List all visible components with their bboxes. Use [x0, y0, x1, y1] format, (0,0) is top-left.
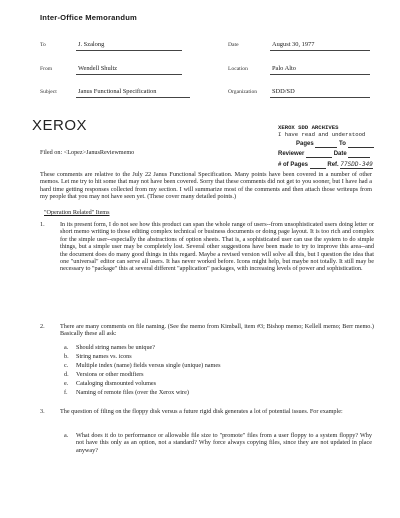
from-value: Wendell Shultz: [78, 65, 118, 72]
sub-item: f. Naming of remote files (over the Xerox wire): [64, 389, 189, 396]
intro-paragraph: These comments are relative to the July 22 Janus Functional Specification. Many points have been covered in a number of other memos. Let me try to hit some that may not have been covered. Sorry that these comments did not get to you sooner, but I have had a hard time getting responses collected from my section. I will summarize most of the comments and then attach those writeups from my people that you may not have seen yet. (These cover many detailed points.): [40, 171, 372, 201]
memo-title: Inter-Office Memorandum: [40, 13, 138, 22]
stamp-pages-label: Pages: [296, 141, 314, 147]
date-label: Date: [228, 42, 239, 48]
stamp-to-label: To: [339, 141, 346, 147]
filed-on-line: Filed on: <Lopez>JanusReviewmemo: [40, 149, 135, 156]
stamp-numpages-field: [310, 168, 326, 169]
organization-label: Organization: [228, 89, 258, 95]
location-label: Location: [228, 66, 248, 72]
stamp-numpages-row: [278, 161, 373, 169]
section-heading: [44, 209, 110, 216]
item-text: The question of filing on the floppy disk versus a future rigid disk generates a lot of potential issues. For example:: [60, 408, 343, 415]
section-title: "Operation Related" Items: [44, 209, 110, 216]
location-value: Palo Alto: [272, 65, 296, 72]
to-value: J. Szalong: [78, 41, 105, 48]
memo-page: Inter-Office Memorandum To J. Szalong Date August 30, 1977 From Wendell Shultz Location Palo Alto Subject Janus Functional Specification Organization SDD/SD XEROX XEROX SDD ARCHIVES I have read and understood Pages To Reviewer Date # of Pages Ref. 77SDD-349 Filed on: <Lopez>JanusReviewmemo These comments are relative to the July 22 Janus Functional Specification. Many points have been covered in a number of other memos. Let me try to hit some that may not have been covered. Sorry that these comments did not get to you sooner, but I have had a hard time getting responses collected from my section. I will summarize most of the comments and then attach those writeups from my people that you may not have seen yet. (These cover many detailed points.) "Operation Related" Items 1. In its present form, I do not see how this product can span the whole range of users--from unsophisticated users doing letter or short memo writing to those editing complex technical or business documents or doing page layout. It is too rich and complex for the simple user--especially the abstractions of option sheets. That is, a sophisticated user can use the system to do simple things, but a simple user may be completely lost. Several other suggestions have been made to try to improve this area--and the document does do many good things in this regard. Maybe a revised version will solve all this, but I question the idea that one "universal" editor can serve all users. It has never worked before. Icons might help, but maybe not totally. It still may be necessary to "package" this at several different "application" packages, with increasing levels of power and sophistication. 2. There are many comments on file naming. (See the memo from Kimball, item #3; Bishop memo; Kellell memo; Berr memo.) Basically these all ask: a. Should string names be unique? b. String names vs. icons c. Multiple index (name) fields versus single (unique) names d. Versions or other modifiers e. Cataloging dismounted volumes f. Naming of remote files (over the Xerox wire) 3. The question of filing on the floppy disk versus a future rigid disk generates a lot of potential issues. For example: a. What does it do to performance or allowable file size to "promote" files from a user floppy to a system floppy? Why not have this only as an option, not a standard? Why force always copying files, since they are not updated in place anyway?: [32, 13, 374, 454]
stamp-date-field: [348, 157, 370, 158]
stamp-date-label: Date: [333, 151, 347, 157]
item-number: 3.: [40, 408, 45, 415]
item-number: 1.: [40, 221, 45, 228]
sub-item: e. Cataloging dismounted volumes: [64, 380, 157, 387]
item-number: 2.: [40, 323, 45, 330]
to-rule: [76, 50, 182, 51]
from-rule: [76, 74, 182, 75]
stamp-reviewer-label: Reviewer: [278, 151, 305, 157]
from-label: From: [40, 66, 53, 72]
sub-item: d. Versions or other modifiers: [64, 371, 144, 378]
item-text: There are many comments on file naming. (See the memo from Kimball, item #3; Bishop memo; Kellell memo; Berr memo.) Basically these all ask:: [60, 323, 374, 338]
stamp-line-1: XEROX SDD ARCHIVES: [278, 124, 339, 131]
to-label: To: [40, 42, 46, 48]
item-text: In its present form, I do not see how this product can span the whole range of users--from unsophisticated users doing letter or short memo writing to those editing complex technical or business documents or doing page layout. It is too rich and complex for the simple user--especially the abstractions of option sheets. That is, a sophisticated user can use the system to do simple things, but a simple user may be completely lost. Several other suggestions have been made to try to improve this area--and the document does do many good things in this regard. Maybe a revised version will solve all this, but I question the idea that one "universal" editor can serve all users. It has never worked before. Icons might help, but maybe not totally. It still may be necessary to "package" this at several different "application" packages, with increasing levels of power and sophistication.: [60, 221, 374, 273]
sub-item: a. Should string names be unique?: [64, 344, 156, 351]
archive-stamp: [278, 124, 365, 138]
xerox-logo: XEROX: [32, 117, 88, 134]
organization-value: SDD/SD: [272, 88, 295, 95]
stamp-pages-field: [315, 147, 337, 148]
sub-item: b. String names vs. icons: [64, 353, 132, 360]
location-rule: [270, 74, 370, 75]
stamp-line-2: I have read and understood: [278, 131, 366, 139]
stamp-ref-label: Ref.: [327, 162, 339, 168]
date-value: August 30, 1977: [272, 41, 315, 48]
stamp-numpages-label: # of Pages: [278, 162, 309, 168]
stamp-reviewer-row: [278, 151, 370, 158]
organization-rule: [270, 97, 370, 98]
subject-rule: [76, 97, 190, 98]
date-rule: [270, 50, 370, 51]
stamp-to-field: [348, 147, 374, 148]
stamp-pages-row: [296, 141, 374, 148]
stamp-ref-value: 77SDD-349: [340, 161, 373, 168]
sub-item: c. Multiple index (name) fields versus single (unique) names: [64, 362, 221, 369]
subject-value: Janus Functional Specification: [78, 88, 157, 95]
subject-label: Subject: [40, 89, 57, 95]
stamp-reviewer-field: [306, 157, 332, 158]
